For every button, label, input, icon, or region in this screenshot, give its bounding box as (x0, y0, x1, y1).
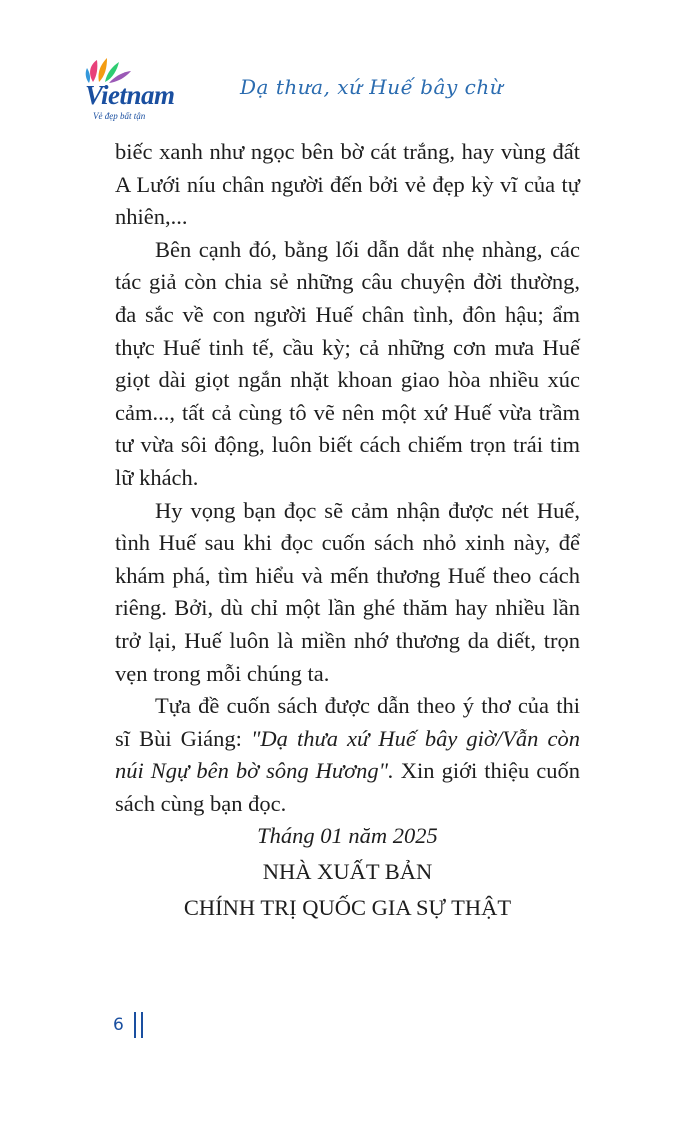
paragraph-2: Bên cạnh đó, bằng lối dẫn dắt nhẹ nhàng, các tác giả còn chia sẻ những câu chuyện đời thường, đa sắc về con người Huế chân tình, đôn hậu; ẩm thực Huế tinh tế, cầu kỳ; cả những cơn mưa Huế giọt dài giọt ngắn nhặt khoan giao hòa nhiều xúc cảm..., tất cả cùng tô vẽ nên một xứ Huế vừa trầm tư vừa sôi động, luôn biết cách chiếm trọn trái tim lữ khách. (115, 236, 580, 490)
page-number: 6 (113, 1015, 124, 1035)
poem-quote: "Dạ thưa xứ Huế bây giờ/Vẫn còn núi Ngự bên bờ sông Hương". (115, 725, 580, 784)
logo-tagline: Vẻ đẹp bất tận (93, 111, 146, 121)
page-header (0, 0, 680, 140)
closing-signature (115, 818, 580, 926)
vietnam-logo (75, 58, 190, 128)
closing-date: Tháng 01 năm 2025 (257, 823, 438, 848)
publisher-line-1: NHÀ XUẤT BẢN (262, 859, 433, 884)
paragraph-3: Hy vọng bạn đọc sẽ cảm nhận được nét Huế, tình Huế sau khi đọc cuốn sách nhỏ xinh này, để khám phá, tìm hiểu và mến thương Huế theo cách riêng. Bởi, dù chỉ một lần ghé thăm hay nhiều lần trở lại, Huế luôn là miền nhớ thương da diết, trọn vẹn trong mỗi chúng ta. (115, 497, 580, 686)
paragraph-4-lead: Tựa đề cuốn sách được dẫn theo ý thơ của thi sĩ Bùi Giáng: (115, 693, 580, 751)
running-title: Dạ thưa, xứ Huế bây chừ (240, 75, 504, 99)
page-footer (113, 1012, 143, 1038)
double-bar-icon (134, 1012, 143, 1038)
paragraph-4-tail: Xin giới thiệu cuốn sách cùng bạn đọc. (115, 758, 580, 816)
paragraph-4 (115, 690, 580, 820)
body-text (115, 136, 580, 820)
publisher-line-2: CHÍNH TRỊ QUỐC GIA SỰ THẬT (183, 895, 512, 920)
logo-wordmark: Vietnam (85, 80, 175, 110)
paragraph-continued: biếc xanh như ngọc bên bờ cát trắng, hay vùng đất A Lưới níu chân người đến bởi vẻ đẹp kỳ vĩ của tự nhiên,... (115, 139, 580, 230)
